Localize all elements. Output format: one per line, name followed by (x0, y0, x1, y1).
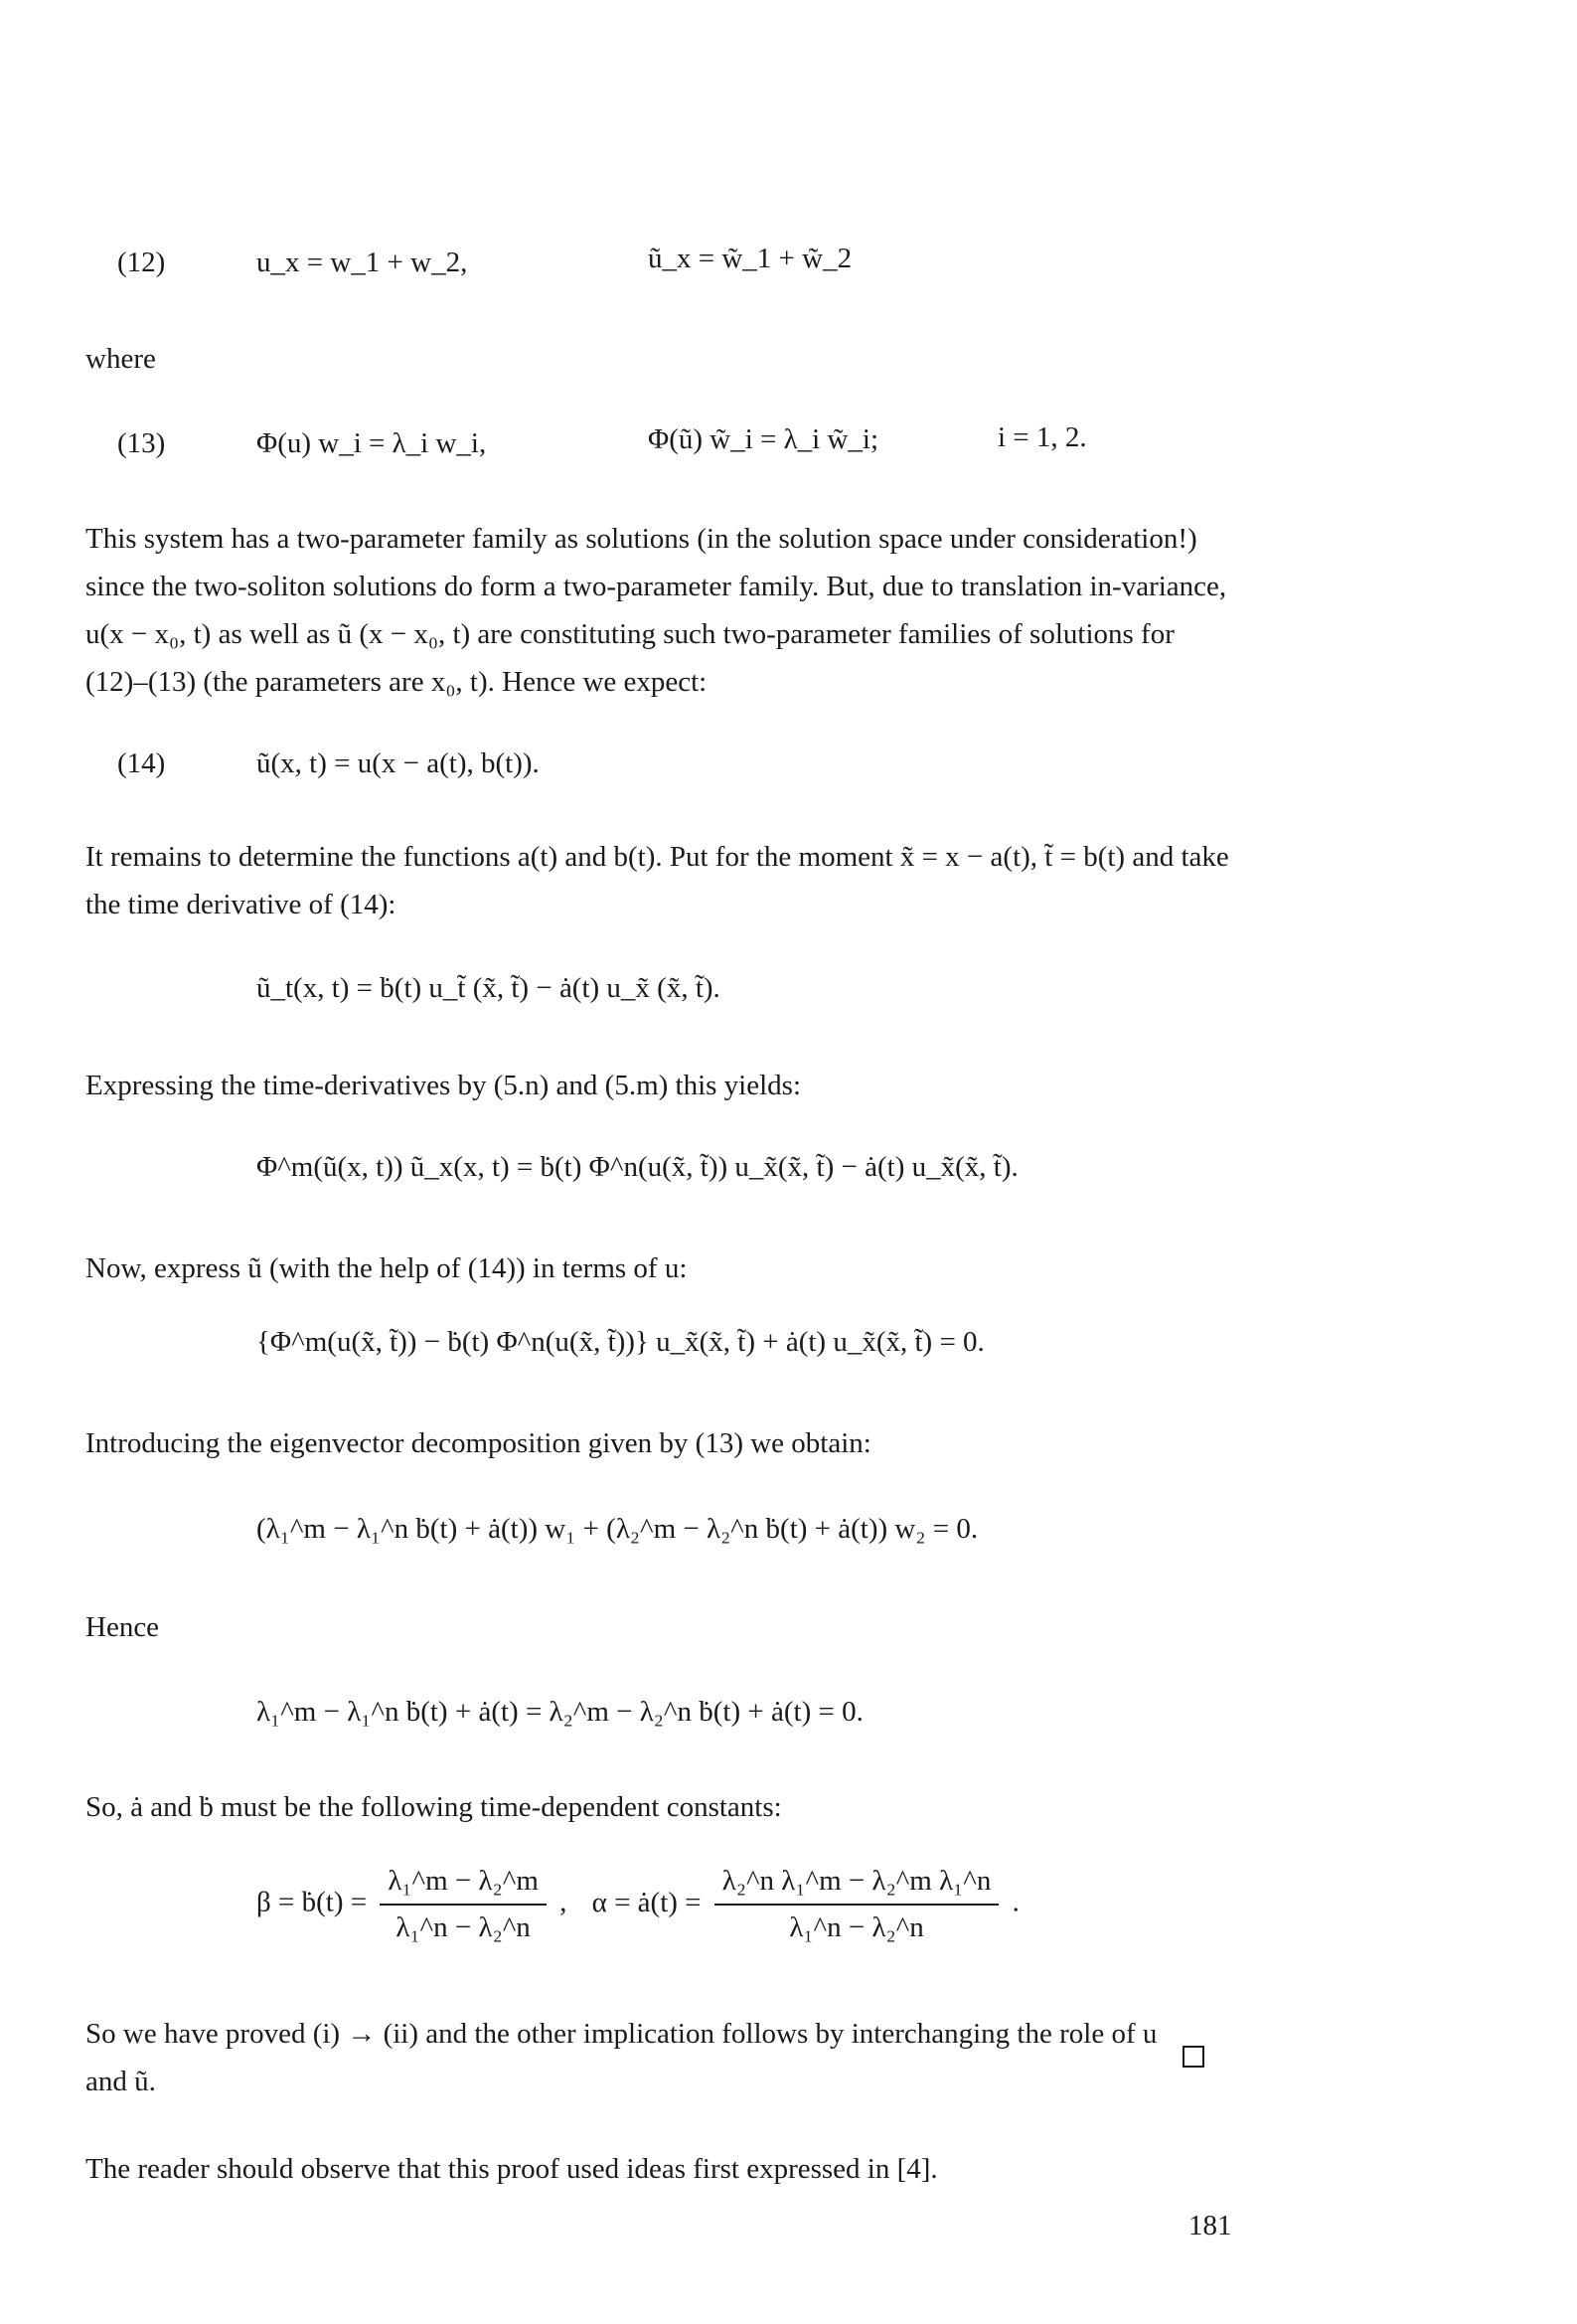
equation-time-derivative: ũ_t(x, t) = ḃ(t) u_t̃ (x̃, t̃) − ȧ(t) u_x̃ (x̃, t̃). (256, 972, 720, 1004)
equation-13-left: Φ(u) w_i = λ_i w_i, (256, 427, 487, 459)
beta-lhs: β = ḃ(t) = (256, 1886, 368, 1918)
equation-12-right: ũ_x = w̃_1 + w̃_2 (648, 243, 853, 274)
beta-fraction (380, 1865, 547, 1944)
qed-box-icon (1183, 2046, 1204, 2068)
hence-label: Hence (85, 1611, 160, 1643)
equation-13-index: i = 1, 2. (998, 421, 1087, 453)
paragraph-eigenvector: Introducing the eigenvector decomposition given by (13) we obtain: (85, 1427, 871, 1459)
paragraph-express-in-u: Now, express ũ (with the help of (14)) in terms of u: (85, 1252, 688, 1284)
paragraph-solution-families: This system has a two-parameter family as solutions (in the solution space under consideration!) since the two-soliton solutions do form a two-parameter family. But, due to translation in-variance, u(x − x₀, t) as well as ũ (x − x₀, t) are constituting such two-parameter families of solutions for (12)–(13) (the parameters are x₀, t). Hence we expect: (85, 523, 1227, 698)
paragraph-proved: So we have proved (i) → (ii) and the other implication follows by interchanging the role of u and ũ. (85, 2018, 1158, 2097)
paragraph-constants: So, ȧ and ḃ must be the following time-dependent constants: (85, 1791, 782, 1823)
paragraph-expressing-derivatives: Expressing the time-derivatives by (5.n) and (5.m) this yields: (85, 1070, 802, 1101)
equation-constants (256, 1865, 1020, 1944)
equation-expressed: Φ^m(ũ(x, t)) ũ_x(x, t) = ḃ(t) Φ^n(u(x̃, t̃)) u_x̃(x̃, t̃) − ȧ(t) u_x̃(x̃, t̃). (256, 1151, 1019, 1183)
beta-denominator: λ₁^n − λ₂^n (395, 1911, 531, 1943)
equation-12-left: u_x = w_1 + w_2, (256, 247, 468, 278)
equation-number-12: (12) (117, 247, 166, 278)
beta-numerator: λ₁^m − λ₂^m (380, 1865, 547, 1906)
constants-end: . (1012, 1886, 1020, 1918)
paragraph-reader-observe: The reader should observe that this proof used ideas first expressed in [4]. (85, 2153, 938, 2185)
alpha-denominator: λ₁^n − λ₂^n (789, 1911, 924, 1943)
equation-number-13: (13) (117, 427, 166, 459)
equation-in-terms-of-u: {Φ^m(u(x̃, t̃)) − ḃ(t) Φ^n(u(x̃, t̃))} u_x̃(x̃, t̃) + ȧ(t) u_x̃(x̃, t̃) = 0. (256, 1326, 985, 1358)
paragraph-determine-functions: It remains to determine the functions a(t) and b(t). Put for the moment x̃ = x − a(t), t̃ = b(t) and take the time derivative of (14): (85, 841, 1229, 920)
alpha-numerator: λ₂^n λ₁^m − λ₂^m λ₁^n (714, 1865, 1000, 1906)
equation-number-14: (14) (117, 747, 166, 779)
page-number: 181 (1188, 2210, 1232, 2241)
equation-13-right: Φ(ũ) w̃_i = λ_i w̃_i; (648, 423, 879, 455)
alpha-lhs: α = ȧ(t) = (591, 1886, 702, 1918)
equation-hence: λ₁^m − λ₁^n ḃ(t) + ȧ(t) = λ₂^m − λ₂^n ḃ(t) + ȧ(t) = 0. (256, 1696, 864, 1728)
equation-14: ũ(x, t) = u(x − a(t), b(t)). (256, 747, 540, 779)
where-label: where (85, 343, 156, 375)
constants-separator: , (559, 1886, 567, 1918)
alpha-fraction (714, 1865, 1000, 1944)
equation-eigen-decomposition: (λ₁^m − λ₁^n ḃ(t) + ȧ(t)) w₁ + (λ₂^m − λ₂^n ḃ(t) + ȧ(t)) w₂ = 0. (256, 1513, 979, 1545)
